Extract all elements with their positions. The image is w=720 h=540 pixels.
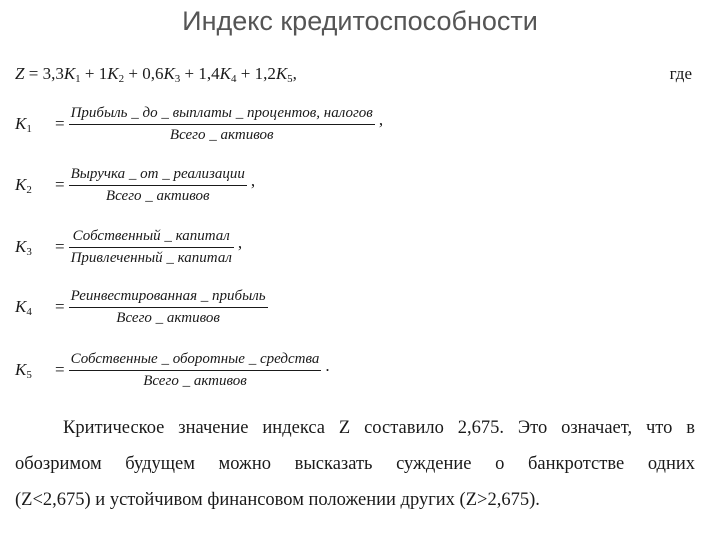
term-5-var: K	[275, 64, 288, 83]
coef-k5-numerator: Собственные _ оборотные _ средства	[70, 350, 320, 367]
term-4-coef: 1,4	[198, 64, 220, 83]
z-variable: Z	[15, 64, 25, 83]
term-3-coef: 0,6	[142, 64, 164, 83]
coef-k3-equals: =	[55, 237, 65, 256]
coef-k2-equals: =	[55, 175, 65, 194]
critical-value-note	[15, 410, 695, 518]
term-3-op: +	[128, 64, 138, 83]
coef-k3-punct: ,	[237, 233, 243, 252]
term-1-coef: 3,3	[42, 64, 64, 83]
equals-sign: =	[28, 64, 39, 83]
coef-k5-name: $K_5$	[15, 359, 32, 381]
coef-k5-equals: =	[55, 360, 65, 379]
coef-k2-fraction	[69, 166, 247, 205]
coef-k3-name: $K_3$	[15, 236, 32, 258]
coef-k2-numerator: Выручка _ от _ реализации	[70, 165, 245, 182]
coefficient-k1	[15, 104, 383, 144]
coef-k1-numerator: Прибыль _ до _ выплаты _ процентов, налогов	[70, 104, 373, 121]
term-3-var: K	[163, 64, 175, 83]
note-line-1: Критическое значение индекса Z составило 2,675. Это означает, что в	[63, 418, 695, 438]
coefficient-k5	[15, 350, 330, 390]
coef-k3-numerator: Собственный _ капитал	[72, 227, 230, 244]
term-1-var: K	[63, 64, 76, 83]
term-2-sub: 2	[118, 73, 125, 85]
coef-k1-fraction	[69, 105, 375, 144]
coef-k5-punct: .	[325, 356, 330, 375]
formula-comma: ,	[292, 64, 297, 83]
coef-k4-name: $K_4$	[15, 296, 32, 318]
coef-k4-fraction	[69, 288, 268, 327]
coef-k2-punct: ,	[250, 171, 256, 190]
note-line-2: обозримом будущем можно высказать суждение о банкротстве одних	[15, 454, 695, 474]
coef-k4-denominator: Всего _ активов	[69, 307, 268, 327]
coef-k2-denominator: Всего _ активов	[69, 185, 247, 205]
coefficient-k2	[15, 165, 255, 205]
term-2-coef: 1	[98, 64, 108, 83]
coef-k1-denominator: Всего _ активов	[69, 124, 375, 144]
coef-k4-numerator: Реинвестированная _ прибыль	[70, 287, 266, 304]
note-line-3: (Z<2,675) и устойчивом финансовом положении других (Z>2,675).	[15, 490, 540, 510]
coef-k1-name: $K_1$	[15, 113, 32, 135]
term-5-coef: 1,2	[254, 64, 276, 83]
z-formula	[15, 64, 297, 85]
coef-k3-denominator: Привлеченный _ капитал	[69, 247, 234, 267]
term-4-op: +	[184, 64, 195, 83]
coefficient-k3	[15, 227, 242, 267]
term-3-sub: 3	[174, 73, 181, 85]
coef-k3-fraction	[69, 228, 234, 267]
coef-k5-fraction	[69, 351, 322, 390]
term-4-var: K	[219, 64, 231, 83]
coef-k2-name: $K_2$	[15, 174, 32, 196]
term-5-sub: 5	[287, 73, 293, 85]
term-2-var: K	[107, 64, 119, 83]
term-1-sub: 1	[75, 73, 81, 85]
term-2-op: +	[84, 64, 95, 83]
where-word: где	[669, 64, 692, 83]
slide-title: Индекс кредитоспособности	[182, 6, 538, 36]
coef-k1-punct: ,	[378, 110, 384, 129]
term-5-op: +	[240, 64, 251, 83]
coefficient-k4	[15, 287, 272, 327]
coef-k4-equals: =	[55, 297, 65, 316]
term-4-sub: 4	[230, 73, 237, 85]
coef-k5-denominator: Всего _ активов	[69, 370, 322, 390]
coef-k1-equals: =	[55, 114, 65, 133]
